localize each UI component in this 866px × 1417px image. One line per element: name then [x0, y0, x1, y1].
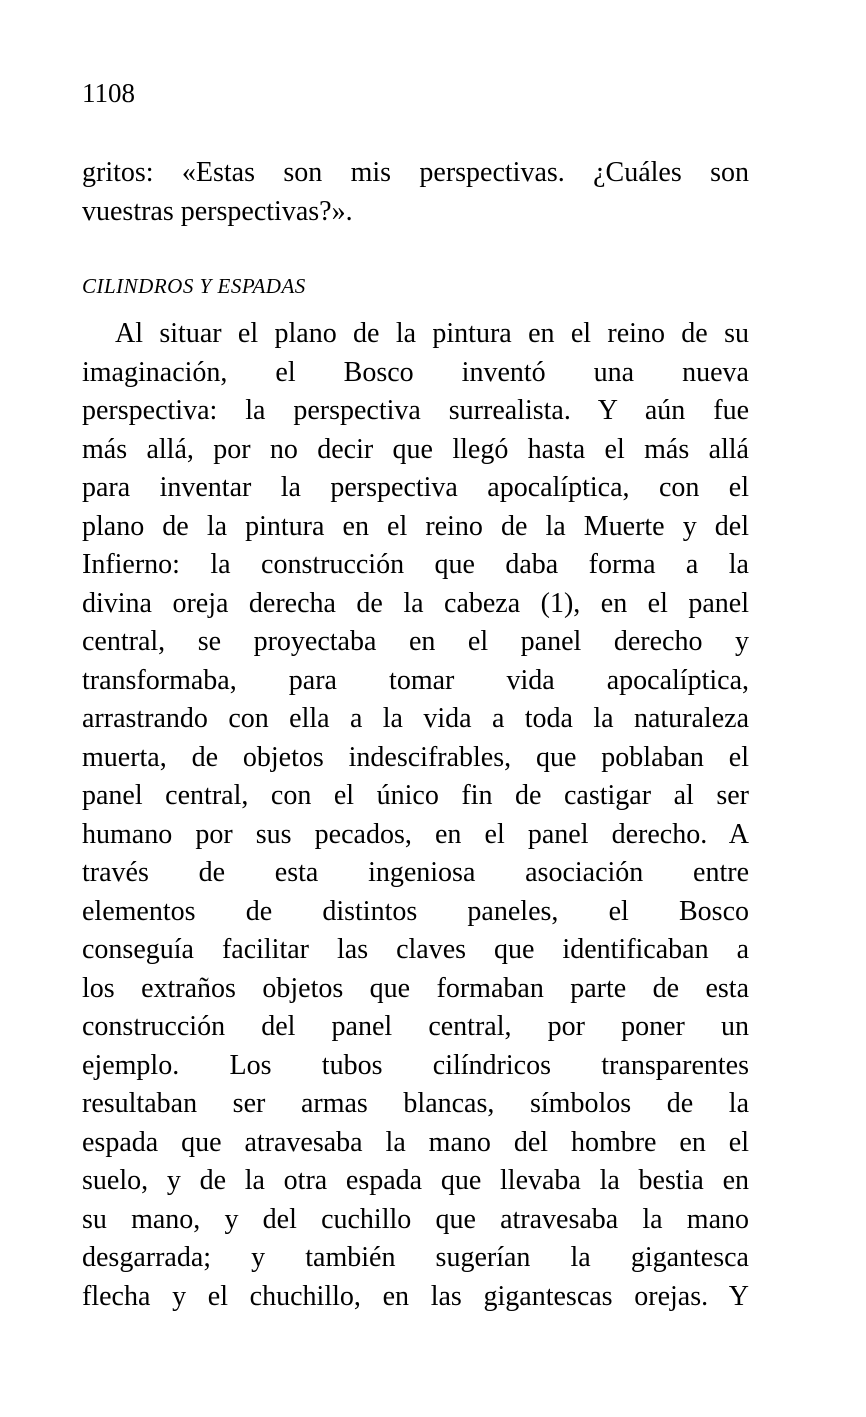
- section-heading: CILINDROS Y ESPADAS: [82, 274, 306, 298]
- text-line: su mano, y del cuchillo que atravesaba la mano: [82, 1203, 749, 1235]
- text-line: elementos de distintos paneles, el Bosco: [82, 895, 749, 927]
- intro-paragraph: [82, 154, 749, 231]
- text-line: ejemplo. Los tubos cilíndricos transparentes: [82, 1049, 749, 1081]
- text-line: espada que atravesaba la mano del hombre en el: [82, 1126, 749, 1158]
- text-line: transformaba, para tomar vida apocalíptica,: [82, 664, 749, 696]
- text-line: perspectiva: la perspectiva surrealista. Y aún fue: [82, 395, 749, 426]
- body-paragraph: [82, 315, 749, 1316]
- text-line: arrastrando con ella a la vida a toda la naturaleza: [82, 703, 749, 734]
- text-line: los extraños objetos que formaban parte de esta: [82, 972, 749, 1004]
- text-line: más allá, por no decir que llegó hasta el más allá: [82, 433, 749, 465]
- text-line: plano de la pintura en el reino de la Muerte y del: [82, 510, 749, 542]
- page-number: 1108: [82, 78, 135, 108]
- text-line: Al situar el plano de la pintura en el reino de su: [115, 318, 749, 349]
- text-line: divina oreja derecha de la cabeza (1), en el panel: [82, 587, 749, 619]
- text-line: muerta, de objetos indescifrables, que poblaban el: [82, 741, 749, 773]
- text-line: central, se proyectaba en el panel derecho y: [82, 626, 749, 657]
- text-line: desgarrada; y también sugerían la gigantesca: [82, 1242, 749, 1273]
- text-line: través de esta ingeniosa asociación entre: [82, 857, 749, 888]
- text-line: construcción del panel central, por poner un: [82, 1011, 749, 1042]
- text-line: panel central, con el único fin de castigar al ser: [82, 780, 749, 811]
- text-line: imaginación, el Bosco inventó una nueva: [82, 356, 749, 388]
- text-line: flecha y el chuchillo, en las gigantescas orejas. Y: [82, 1280, 749, 1312]
- text-line: Infierno: la construcción que daba forma a la: [82, 549, 749, 580]
- text-line: suelo, y de la otra espada que llevaba la bestia en: [82, 1165, 749, 1196]
- text-line: humano por sus pecados, en el panel derecho. A: [82, 818, 749, 850]
- text-line: conseguía facilitar las claves que identificaban a: [82, 934, 749, 965]
- text-line: resultaban ser armas blancas, símbolos de la: [82, 1088, 749, 1119]
- text-line: vuestras perspectivas?».: [82, 195, 353, 227]
- text-line: para inventar la perspectiva apocalíptica, con el: [82, 472, 749, 503]
- text-line: gritos: «Estas son mis perspectivas. ¿Cuáles son: [82, 157, 749, 188]
